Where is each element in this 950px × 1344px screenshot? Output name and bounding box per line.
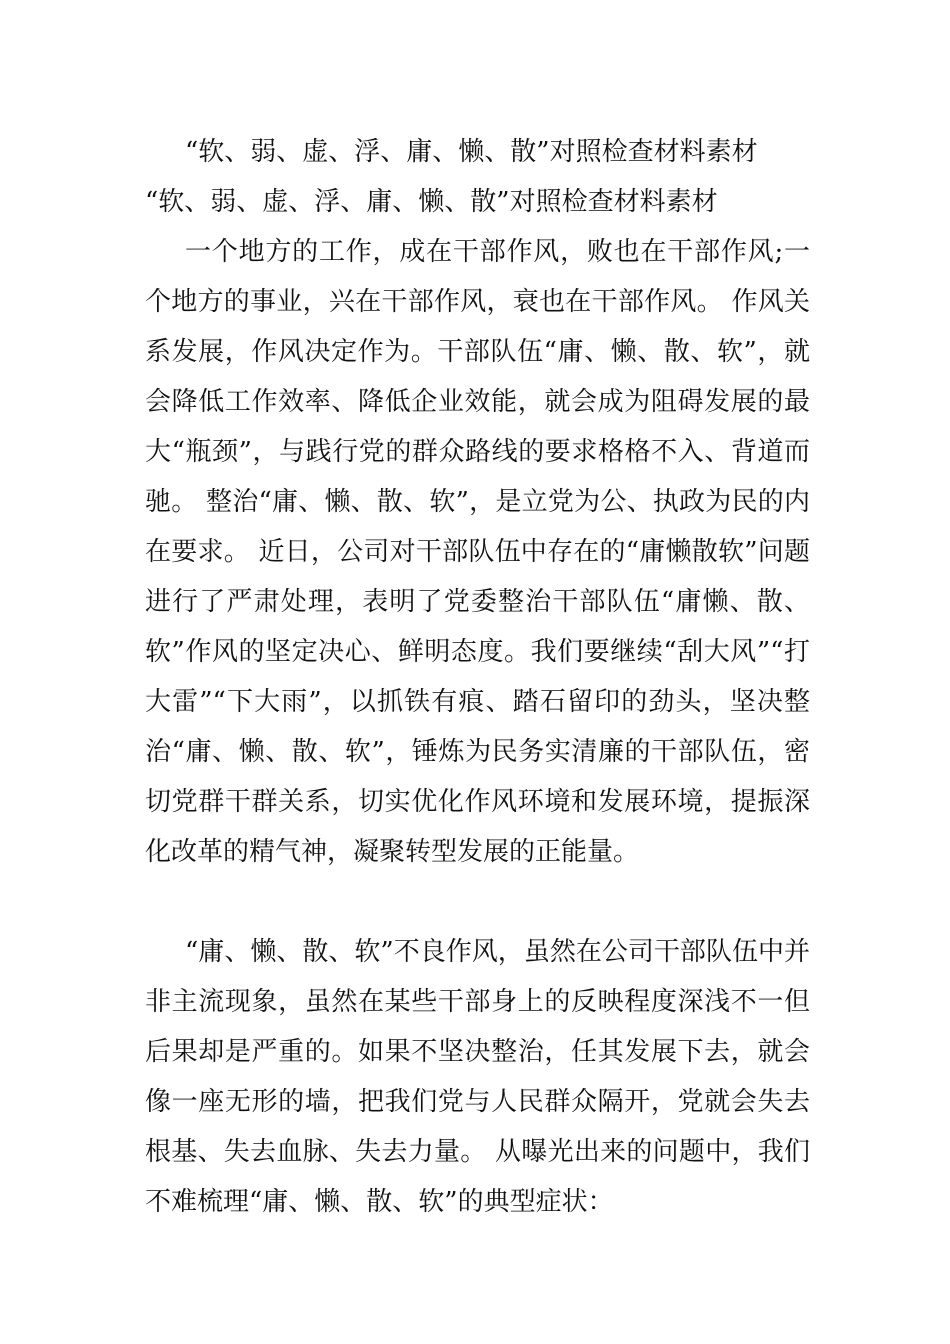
paragraph-1: 一个地方的工作，成在干部作风，败也在干部作风;一个地方的事业，兴在干部作风，衰也在干部作风。 作风关系发展，作风决定作为。干部队伍“庸、懒、散、软”，就会降低工作效率、降低企业效能，就会成为阻碍发展的最大“瓶颈”，与践行党的群众路线的要求格格不入、背道而驰。 整治“庸、懒、散、软”，是立党为公、执政为民的内在要求。 近日，公司对干部队伍中存在的“庸懒散软”问题进行了严肃处理，表明了党委整治干部队伍“庸懒、散、软”作风的坚定决心、鲜明态度。我们要继续“刮大风”“打大雷”“下大雨”，以抓铁有痕、踏石留印的劲头，坚决整治“庸、懒、散、软”，锤炼为民务实清廉的干部队伍，密切党群干群关系，切实优化作风环境和发展环境，提振深化改革的精气神，凝聚转型发展的正能量。 [145,237,810,867]
paragraph-2: “庸、懒、散、软”不良作风，虽然在公司干部队伍中并非主流现象，虽然在某些干部身上的反映程度深浅不一但后果却是严重的。如果不坚决整治，任其发展下去，就会像一座无形的墙，把我们党与人民群众隔开，党就会失去根基、失去血脉、失去力量。 从曝光出来的问题中，我们不难梳理“庸、懒、散、软”的典型症状： [145,937,810,1217]
document-title-line-1: “软、弱、虚、浮、庸、懒、散”对照检查材料素材 [185,137,758,167]
document-title-line-2: “软、弱、虚、浮、庸、懒、散”对照检查材料素材 [145,187,718,217]
